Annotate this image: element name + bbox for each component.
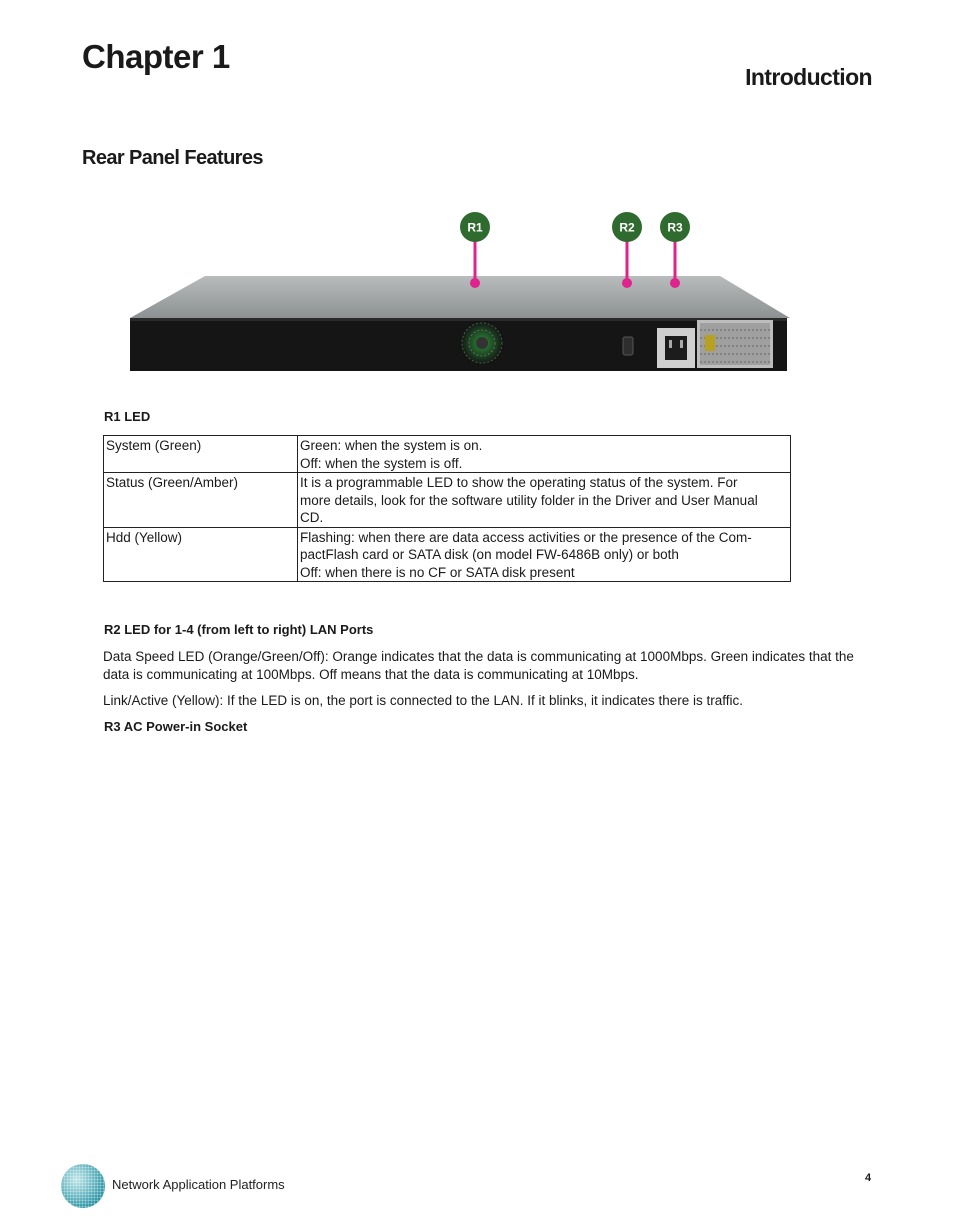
- power-switch: [623, 337, 633, 355]
- rear-panel-figure: [120, 210, 800, 380]
- fan-grille: [460, 321, 504, 365]
- page-heading: Rear Panel Features: [82, 147, 263, 169]
- r2-heading: R2 LED for 1-4 (from left to right) LAN Ports: [104, 622, 374, 637]
- chassis-top: [130, 276, 790, 318]
- footer-text: Network Application Platforms: [112, 1177, 285, 1192]
- led-description-line: Off: when the system is off.: [300, 455, 463, 471]
- callout-r1-label: R1: [467, 220, 483, 235]
- led-description: [298, 473, 791, 528]
- ac-power-socket: [657, 328, 695, 368]
- led-description: [298, 436, 791, 473]
- data-speed-paragraph: Data Speed LED (Orange/Green/Off): Orange indicates that the data is communicating at 1000Mbps. Green indicates that the data is communicating at 100Mbps. Off means that the data is communicating at 10Mbps.: [103, 649, 854, 682]
- led-description-line: Off: when there is no CF or SATA disk present: [300, 564, 575, 580]
- callout-r3-label: R3: [667, 220, 683, 235]
- led-description-line: It is a programmable LED to show the operating status of the system. For: [300, 475, 738, 490]
- table-row: [104, 527, 791, 582]
- r3-heading: R3 AC Power-in Socket: [104, 719, 248, 734]
- globe-logo-icon: [60, 1163, 106, 1209]
- led-description-line: Flashing: when there are data access activities or the presence of the Com-: [300, 529, 752, 545]
- led-description-line: pactFlash card or SATA disk (on model FW-6486B only) or both: [300, 547, 679, 562]
- r1-heading: R1 LED: [104, 409, 151, 424]
- chapter-title: Chapter 1: [82, 38, 230, 75]
- link-active-paragraph: Link/Active (Yellow): If the LED is on, the port is connected to the LAN. If it blinks, it indicates there is traffic.: [103, 693, 744, 708]
- psu-vent: [697, 320, 773, 368]
- led-name: Hdd (Yellow): [104, 527, 298, 582]
- led-description-line: CD.: [300, 510, 324, 525]
- led-description-line: more details, look for the software utility folder in the Driver and User Manual: [300, 492, 758, 508]
- led-name: System (Green): [104, 436, 298, 473]
- led-table: [103, 435, 791, 582]
- page-number: 4: [865, 1172, 872, 1184]
- table-row: [104, 436, 791, 473]
- led-description: [298, 527, 791, 582]
- led-description-line: Green: when the system is on.: [300, 438, 483, 453]
- table-row: [104, 473, 791, 528]
- section-title: Introduction: [745, 64, 872, 90]
- led-name: Status (Green/Amber): [104, 473, 298, 528]
- callout-r2-label: R2: [619, 220, 635, 235]
